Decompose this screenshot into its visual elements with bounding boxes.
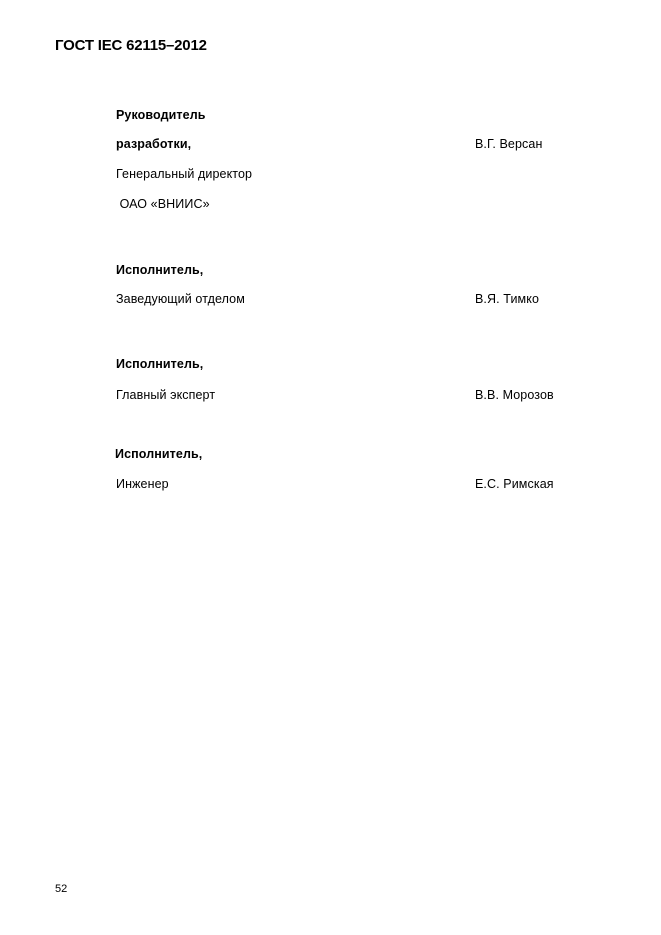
executor1-position: Заведующий отделом (116, 292, 245, 306)
lead-position-line2: ОАО «ВНИИС» (116, 197, 210, 211)
document-header-title: ГОСТ IEC 62115–2012 (55, 37, 207, 54)
executor2-name: В.В. Морозов (475, 388, 554, 402)
page-number: 52 (55, 883, 68, 895)
lead-role-line2: разработки, (116, 137, 192, 151)
executor1-name: В.Я. Тимко (475, 292, 540, 306)
lead-name: В.Г. Версан (475, 137, 543, 151)
lead-role-line1: Руководитель (116, 108, 206, 122)
executor1-role: Исполнитель, (116, 263, 204, 277)
executor3-name: Е.С. Римская (475, 477, 554, 491)
executor2-role: Исполнитель, (116, 357, 204, 371)
executor2-position: Главный эксперт (116, 388, 216, 402)
lead-position-line1: Генеральный директор (116, 167, 253, 181)
executor3-role: Исполнитель, (115, 447, 203, 461)
executor3-position: Инженер (116, 477, 169, 491)
